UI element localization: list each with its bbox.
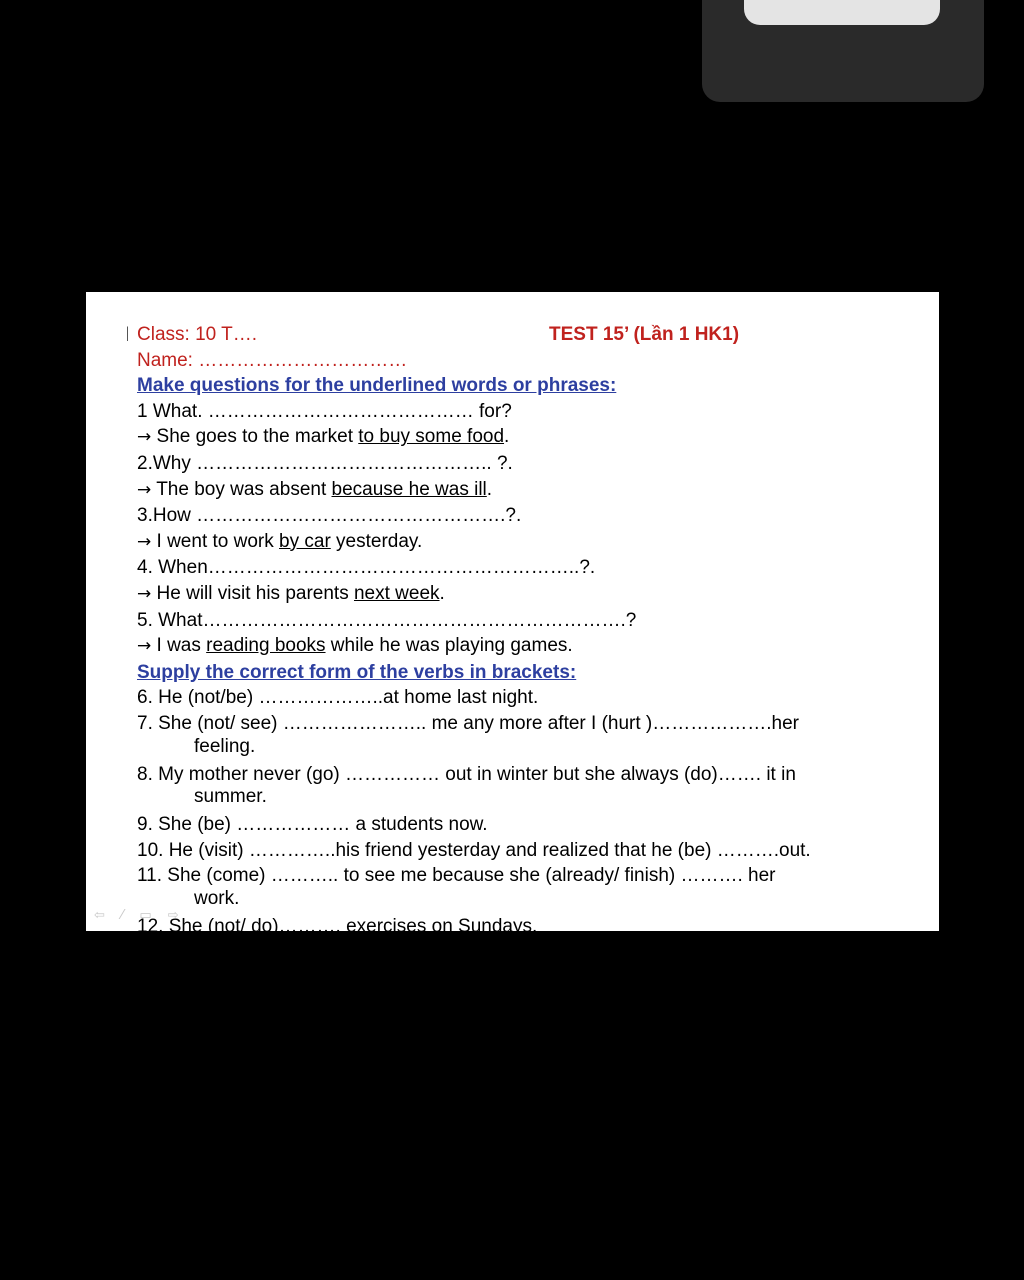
answer-text: She goes to the market [156,426,359,448]
arrow-icon: → [137,583,152,604]
header-row-1 [137,322,897,348]
answer-1 [137,424,897,451]
verb-item-8: 8. My mother never (go) …………… out in winter but she always (do)……. it in [137,763,796,785]
verb-item-9: 9. She (be) ……………… a students now. [137,814,488,836]
answer-2 [137,477,897,504]
verb-item-10: 10. He (visit) …………..his friend yesterday and realized that he (be) ……….out. [137,839,811,861]
class-label: Class: 10 T…. [137,324,258,345]
question-5: 5. What………………………………………………………….? [137,609,637,631]
answer-text: . [486,478,493,500]
verb-item-12: 12. She (not/ do)………. exercises on Sundays. [137,915,538,937]
worksheet-page [86,292,939,937]
verb-item-6: 6. He (not/be) ………………..at home last night. [137,687,539,709]
question-1: 1 What. …………………………………… for? [137,400,512,422]
underlined-phrase: next week [353,582,440,604]
answer-text: He will visit his parents [156,582,354,604]
arrow-icon: → [137,479,152,500]
question-2: 2.Why ……………………………………….. ?. [137,452,513,474]
arrow-icon: → [137,531,152,552]
worksheet-content [137,322,897,939]
section2-heading: Supply the correct form of the verbs in brackets: [137,661,577,683]
answer-text: I was [156,635,207,657]
underlined-phrase: to buy some food [358,426,505,448]
arrow-icon: → [137,636,152,657]
pointer-cursor-icon [127,326,138,341]
answer-4 [137,581,897,608]
verb-item-7-continued: feeling. [194,735,256,757]
top-overlay-panel [702,0,984,102]
slide-navigation-icons[interactable]: ⇦ ⁄ ▭ ⇨ [94,908,185,923]
answer-text: I went to work [156,530,280,552]
test-title: TEST 15’ (Lần 1 HK1) [549,324,740,345]
name-label: Name: …………………………… [137,349,408,371]
verb-item-8-continued: summer. [194,786,267,808]
answer-5 [137,633,897,660]
question-4: 4. When…………………………………………………..?. [137,557,596,579]
answer-3 [137,529,897,556]
verb-item-11-continued: work. [194,887,240,909]
underlined-phrase: because he was ill [331,478,487,500]
verb-item-7: 7. She (not/ see) ………………….. me any more after I (hurt )……………….her [137,712,800,734]
underlined-phrase: by car [279,530,331,552]
answer-text: The boy was absent [156,478,332,500]
section1-heading: Make questions for the underlined words or phrases: [137,375,617,397]
answer-text: . [504,426,510,448]
answer-text: yesterday. [330,530,423,552]
answer-text: . [439,582,445,604]
verb-item-11: 11. She (come) ……….. to see me because she (already/ finish) ………. her [137,865,776,887]
arrow-icon: → [137,427,152,448]
answer-text: while he was playing games. [325,635,573,657]
top-overlay-pill [744,0,940,25]
underlined-phrase: reading books [206,635,326,657]
question-3: 3.How ………………………………………….?. [137,505,522,527]
